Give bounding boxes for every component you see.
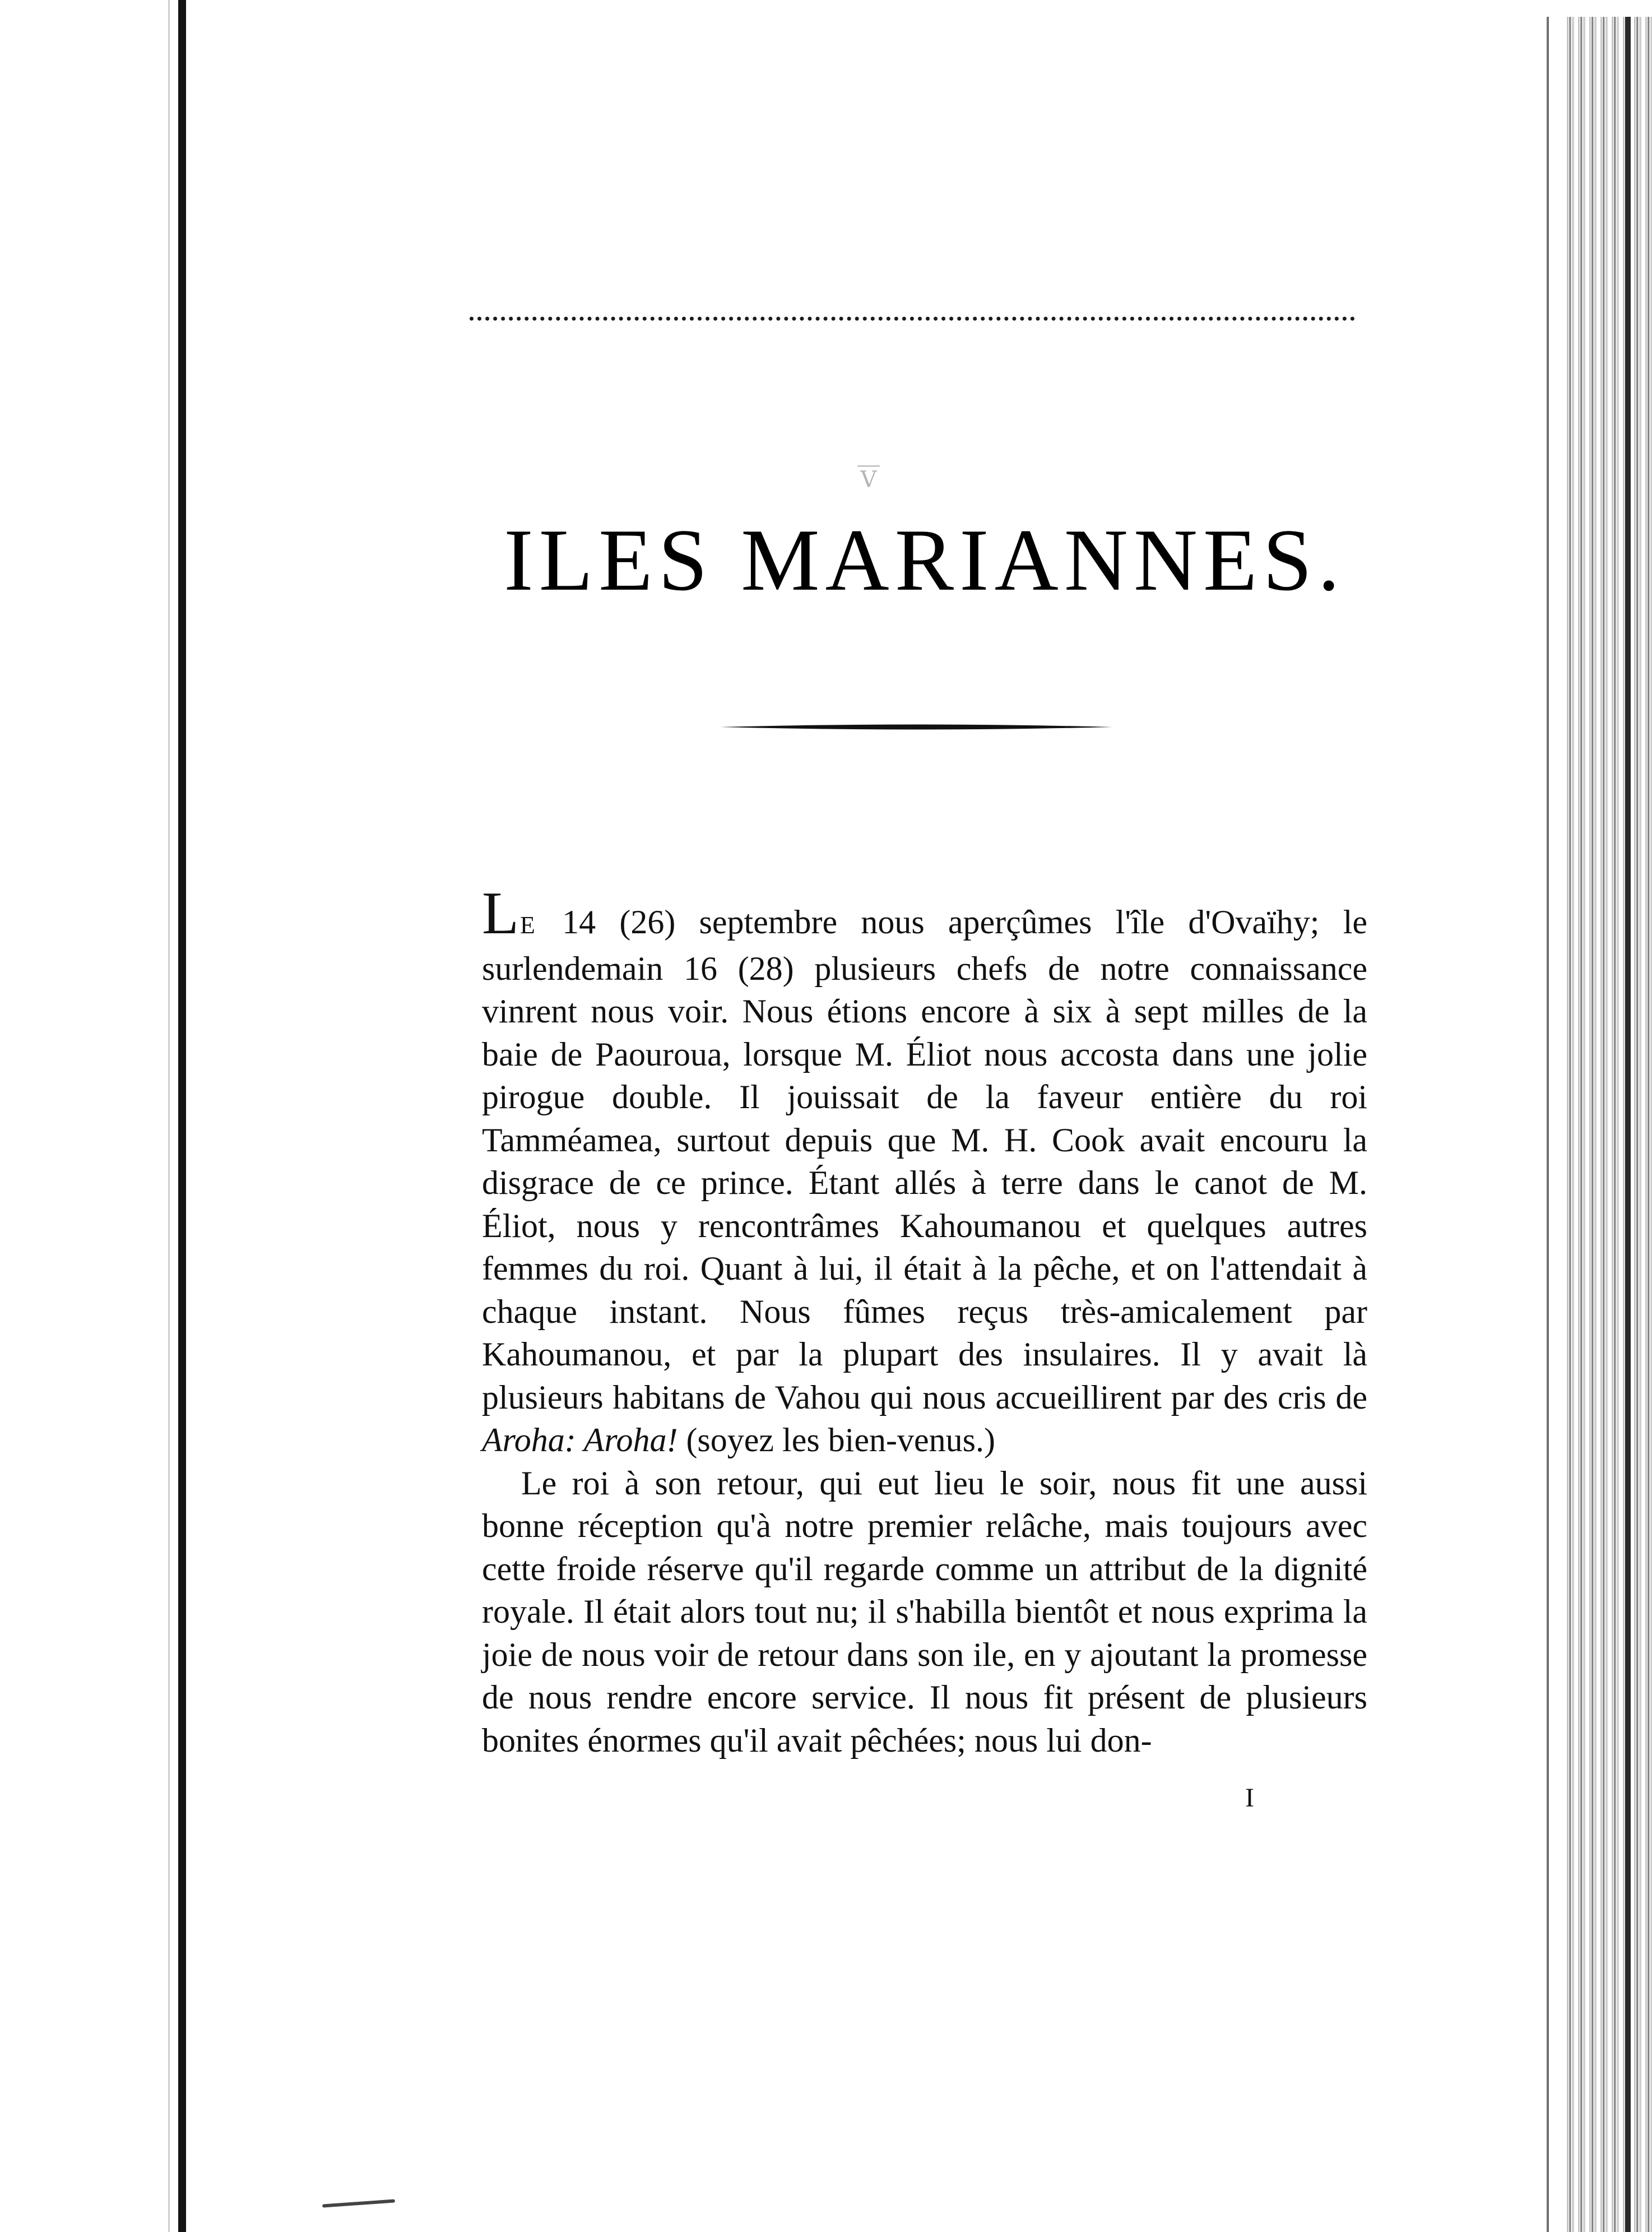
paragraph-1-text: 14 (26) septembre nous aperçûmes l'île d'Ovaïhy; le surlendemain 16 (28) plusieurs chefs de notre connaissance vinrent nous voir. Nous étions encore à six à sept milles de la baie de Paouroua, lorsque M. Éliot nous accosta dans une jolie pirogue double. Il jouissait de la faveur entière du roi Tamméamea, surtout depuis que M. H. Cook avait encouru la disgrace de ce prince. Étant allés à terre dans le canot de M. Éliot, nous y rencontrâmes Kahoumanou et quelques autres femmes du roi. Quant à lui, il était à la pêche, et on l'attendait à chaque instant. Nous fûmes reçus très-amicalement par Kahoumanou, et par la plupart des insulaires. Il y avait là plusieurs habitans de Vahou qui nous accueillirent par des cris de bbox=[482, 904, 1367, 1416]
chapter-title: ILES MARIANNES. bbox=[504, 511, 1345, 609]
drop-cap-small-caps: E bbox=[519, 911, 539, 939]
page-binding-edge bbox=[178, 0, 186, 2232]
page-stack-edges bbox=[1563, 17, 1652, 2232]
paragraph-2: Le roi à son retour, qui eut lieu le soir, nous fit une aussi bonne réception qu'à notre premier relâche, mais toujours avec cette froide réserve qu'il regarde comme un attribut de la dignité royale. Il était alors tout nu; il s'habilla bientôt et nous exprima la joie de nous voir de retour dans son ile, en y ajoutant la promesse de nous rendre encore service. Il nous fit présent de plusieurs bonites énormes qu'il avait pêchées; nous lui don- bbox=[482, 1464, 1367, 1759]
scanner-dark-edge bbox=[1625, 17, 1631, 2232]
paragraph-1 bbox=[482, 880, 1367, 1462]
dotted-rule bbox=[470, 317, 1355, 321]
page-edge-shadow bbox=[168, 0, 170, 2232]
scan-artifact bbox=[322, 2199, 395, 2207]
body-text bbox=[482, 880, 1367, 1762]
page-right-edge bbox=[1547, 17, 1549, 2232]
signature-mark: I bbox=[1245, 1783, 1254, 1813]
drop-cap: L bbox=[482, 880, 520, 947]
title-ornament-rule bbox=[720, 723, 1112, 731]
paragraph-1-ending: (soyez les bien-venus.) bbox=[677, 1421, 995, 1458]
faint-mark: V bbox=[857, 465, 880, 495]
italic-exclamation: Aroha: Aroha! bbox=[482, 1421, 678, 1458]
